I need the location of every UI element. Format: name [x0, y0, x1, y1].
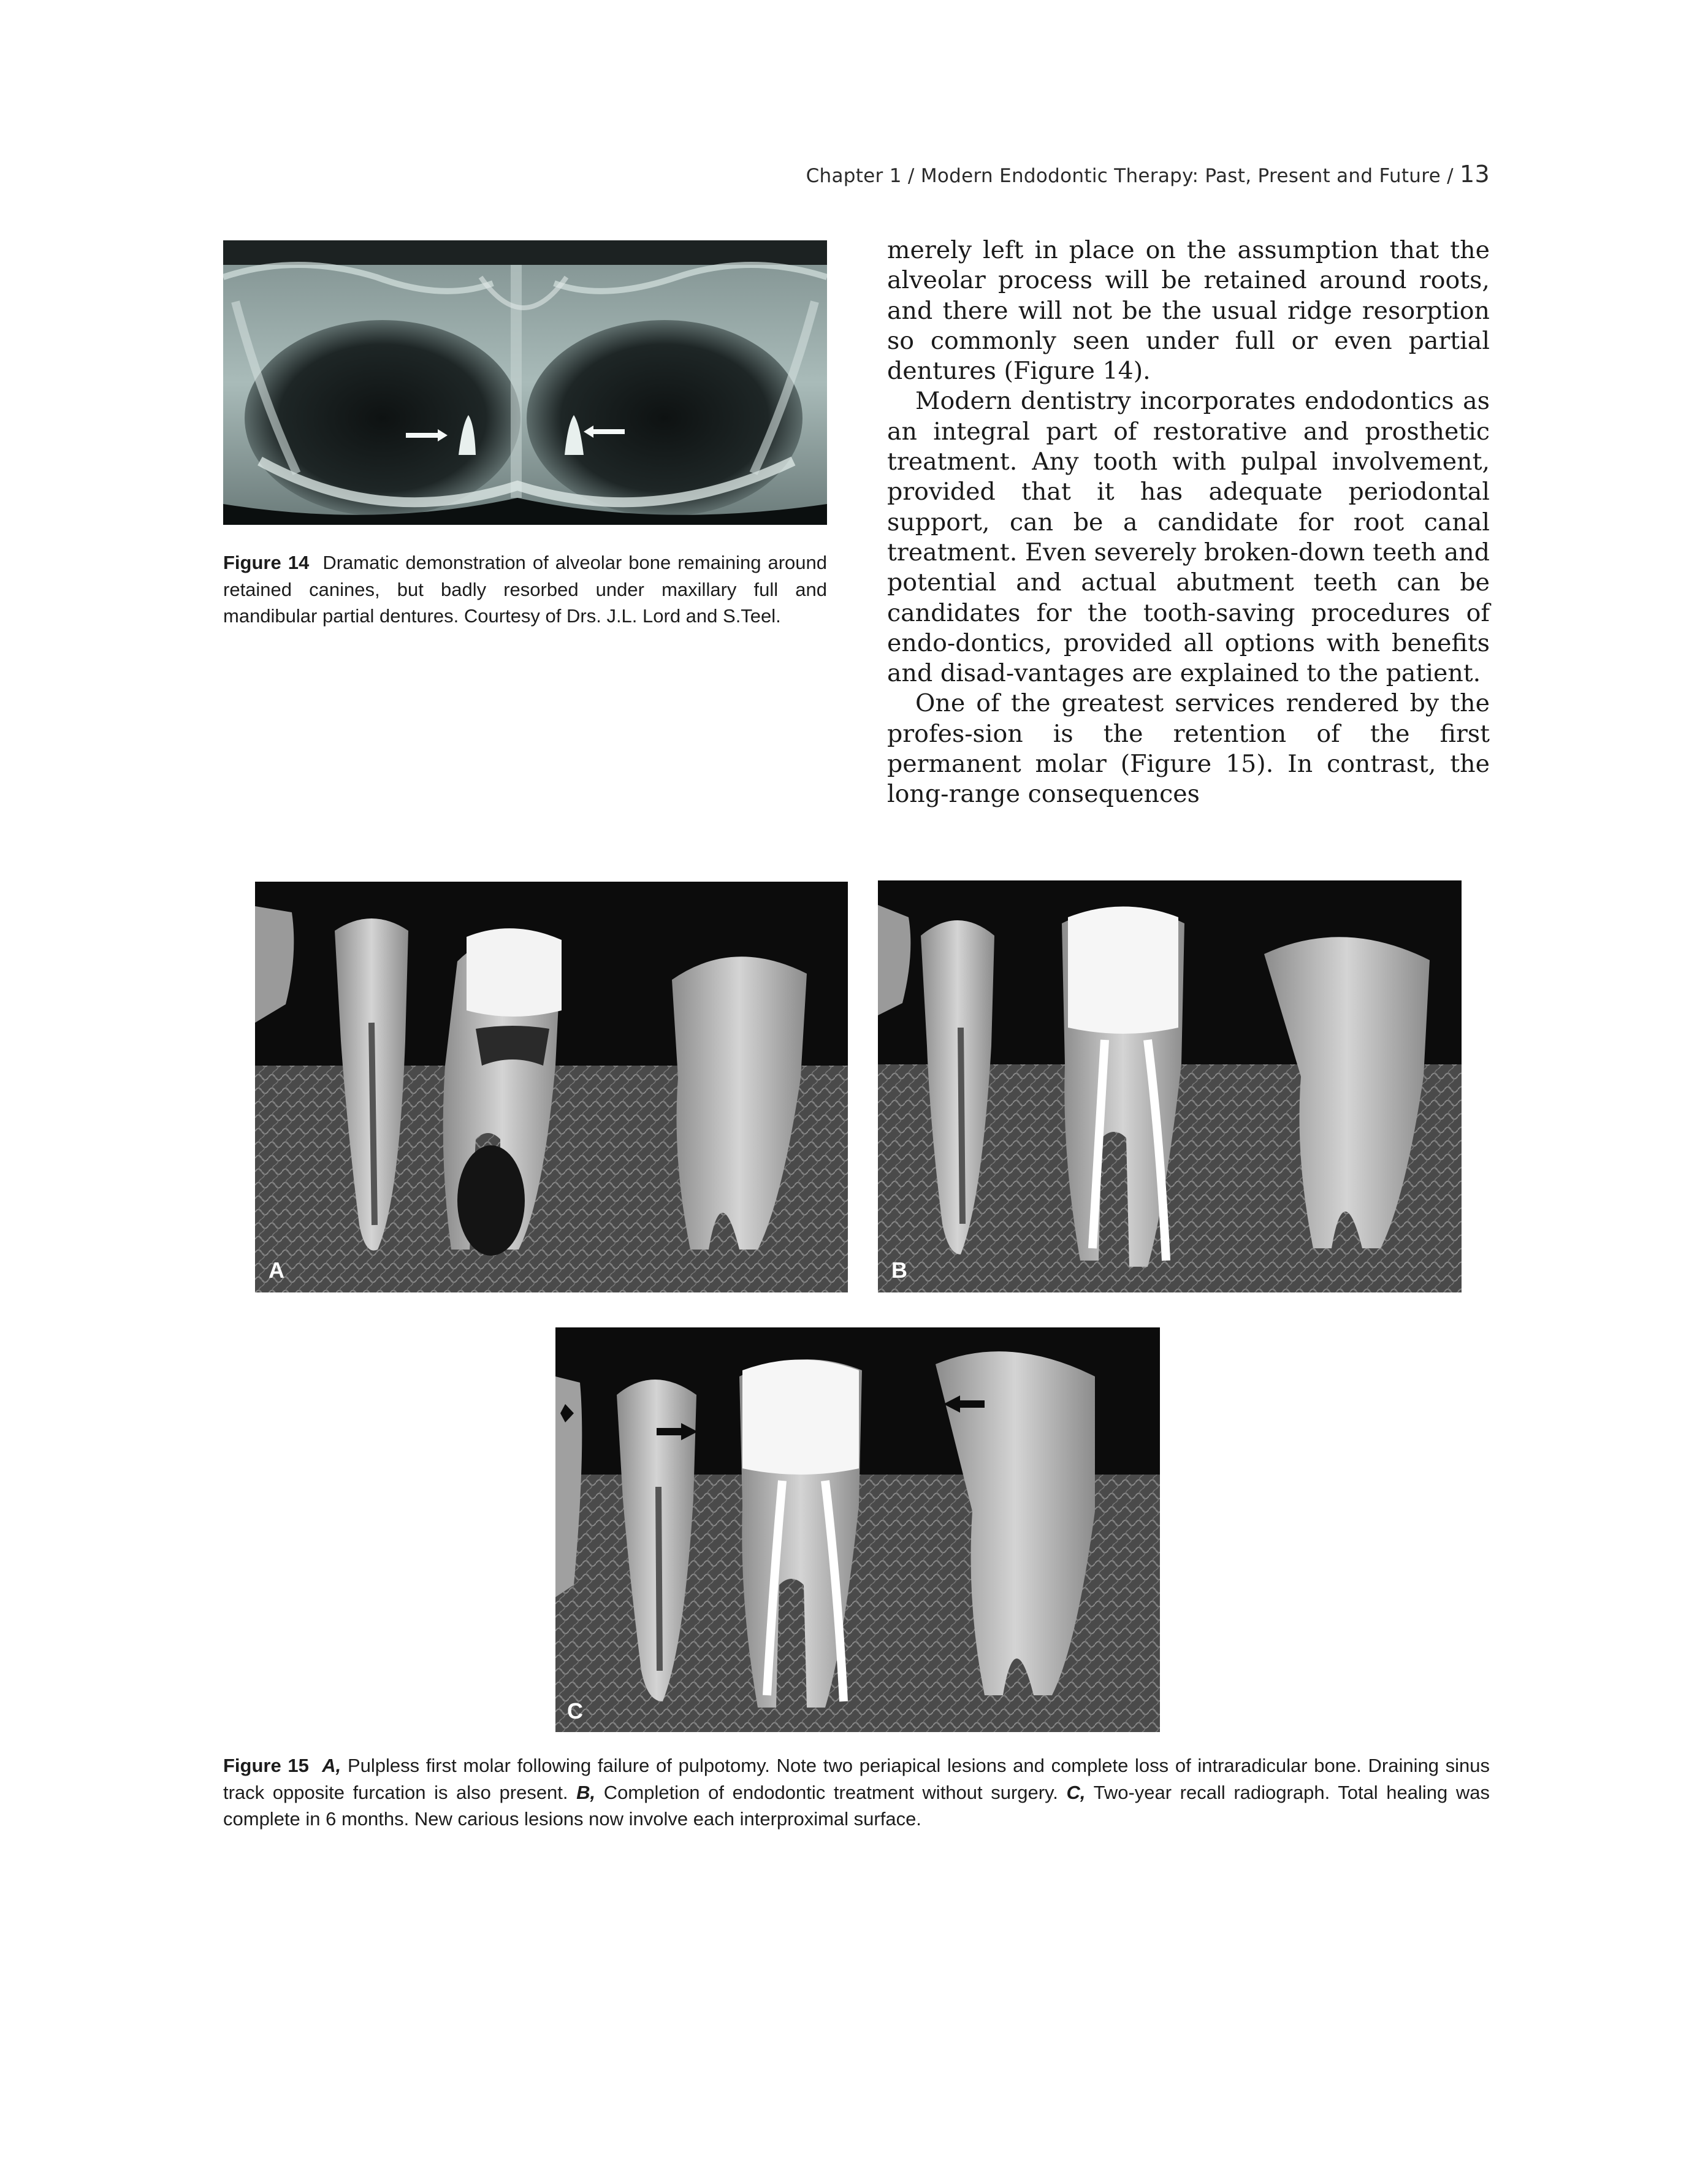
running-title: Chapter 1 / Modern Endodontic Therapy: Past, Present and Future /: [806, 165, 1454, 187]
panel-label-c: C: [567, 1698, 583, 1723]
figure-14-label: Figure 14: [223, 552, 310, 573]
panel-label-a: A: [269, 1258, 284, 1283]
caption-marker-a: A,: [322, 1755, 341, 1776]
figure-14-radiograph: [223, 240, 827, 525]
figure-15a-radiograph: [255, 882, 848, 1292]
panel-label-b: B: [891, 1258, 907, 1283]
page-number: 13: [1460, 161, 1490, 188]
caption-text-c: Two-year recall radiograph. Total healing was complete in 6 months. New carious lesions now involve each interproximal surface.: [223, 1781, 1490, 1830]
figure-14-caption-text: Dramatic demonstration of alveolar bone remaining around retained canines, but badly resorbed under maxillary full and mandibular partial dentures. Courtesy of Drs. J.L. Lord and S.Teel.: [223, 552, 827, 627]
caption-text-a: Pulpless first molar following failure of pulpotomy. Note two periapical lesions and complete loss of intraradicular bone. Draining sinus track opposite furcation is also present.: [223, 1755, 1490, 1803]
caption-marker-c: C,: [1066, 1781, 1086, 1803]
figure-15-caption: [223, 1752, 1490, 1833]
caption-text-b: Completion of endodontic treatment without surgery.: [603, 1781, 1058, 1803]
figure-15-label: Figure 15: [223, 1755, 309, 1776]
running-header: [803, 161, 1490, 188]
paragraph-3: One of the greatest services rendered by the profes-sion is the retention of the first permanent molar (Figure 15). In contrast, the long-range consequences: [887, 689, 1490, 809]
paragraph-2: Modern dentistry incorporates endodontics as an integral part of restorative and prosthetic treatment. Any tooth with pulpal involvement, provided that it has adequate periodontal support, can be a candidate for root canal treatment. Even severely broken-down teeth and potential and actual abutment teeth can be candidates for the tooth-saving procedures of endo-dontics, provided all options with benefits and disad-vantages are explained to the patient.: [887, 387, 1490, 688]
caption-marker-b: B,: [576, 1781, 596, 1803]
paragraph-1: merely left in place on the assumption that the alveolar process will be retained around roots, and there will not be the usual ridge resorption so commonly seen under full or even partial dentures (Figure 14).: [887, 236, 1490, 386]
body-text-column: [887, 235, 1490, 810]
figure-15c-radiograph: [555, 1327, 1160, 1732]
figure-14-caption: [223, 549, 827, 630]
figure-15b-radiograph: [878, 880, 1462, 1292]
